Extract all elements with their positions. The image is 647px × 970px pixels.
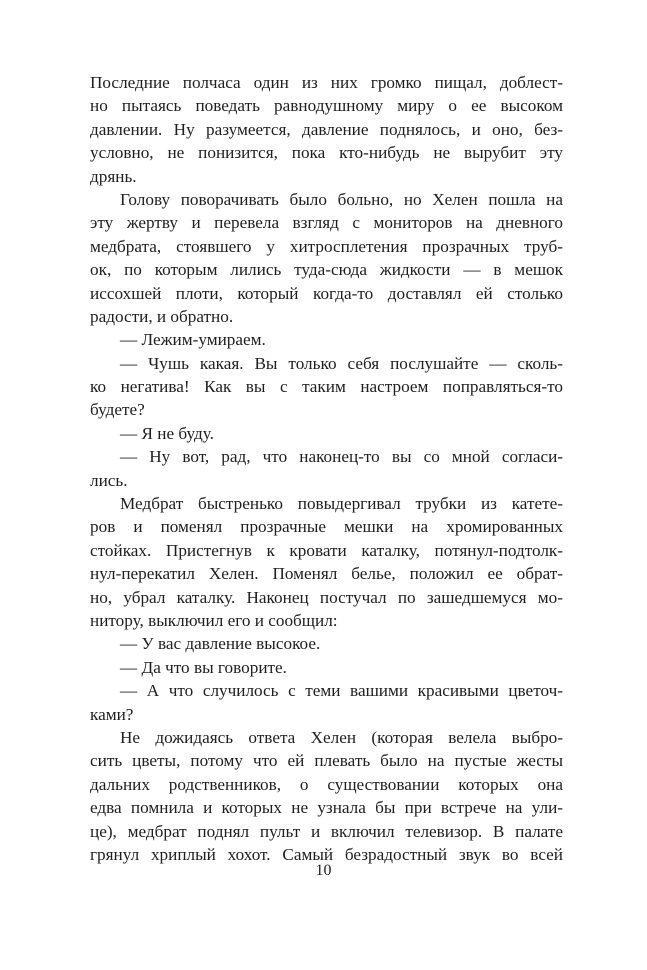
text-line: Голову поворачивать было больно, но Хелен пошла на	[120, 189, 563, 209]
text-line: нул-перекатил Хелен. Поменял белье, положил ее обрат-	[90, 564, 563, 584]
text-line: но пытаясь поведать равнодушному миру о ее высоком	[90, 96, 563, 116]
text-line: Не дожидаясь ответа Хелен (которая велела выбро-	[120, 727, 563, 747]
text-line: условно, не понизится, пока кто-нибудь не вырубит эту	[90, 143, 563, 163]
text-line: Последние полчаса один из них громко пищал, доблест-	[90, 73, 563, 92]
text-line: Медбрат быстренько повыдергивал трубки из катете-	[120, 494, 563, 514]
text-line: сить цветы, потому что ей плевать было на пустые жесты	[90, 751, 563, 771]
text-line: но, убрал каталку. Наконец постучал по зашедшемуся мо-	[90, 587, 563, 607]
text-line: ров и поменял прозрачные мешки на хромированных	[90, 517, 563, 537]
text-line: — Чушь какая. Вы только себя послушайте — сколь-	[120, 353, 563, 373]
text-line: радости, и обратно.	[90, 306, 234, 326]
text-line: будете?	[90, 400, 145, 420]
page-body	[90, 71, 563, 866]
text-line: — Ну вот, рад, что наконец-то вы со мной согласи-	[120, 447, 563, 467]
text-line: — У вас давление высокое.	[120, 634, 321, 654]
text-line: давлении. Ну разумеется, давление поднялось, и оно, без-	[90, 119, 563, 139]
text-line: нитору, выключил его и сообщил:	[90, 610, 338, 630]
text-line: лись.	[90, 470, 128, 490]
text-line: грянул хриплый хохот. Самый безрадостный звук во всей	[90, 844, 563, 864]
text-line: ко негатива! Как вы с таким настроем поправляться-то	[90, 377, 563, 397]
text-line: — Лежим-умираем.	[120, 330, 266, 350]
text-line: — Я не буду.	[120, 423, 214, 443]
text-line: ок, по которым лились туда-сюда жидкости — в мешок	[90, 260, 563, 280]
text-line: ками?	[90, 704, 134, 724]
text-line: стойках. Пристегнув к кровати каталку, потянул-подтолк-	[90, 540, 563, 560]
text-line: дальних родственников, о существовании которых она	[90, 774, 563, 794]
text-line: — Да что вы говорите.	[120, 657, 287, 677]
text-line: — А что случилось с теми вашими красивыми цветоч-	[120, 681, 563, 701]
text-line: це), медбрат поднял пульт и включил телевизор. В палате	[90, 821, 563, 841]
text-line: дрянь.	[90, 166, 137, 186]
text-line: едва помнила и которых не узнала бы при встрече на ули-	[90, 798, 563, 818]
text-line: иссохшей плоти, который когда-то доставлял ей столько	[90, 283, 563, 303]
page-number: 10	[315, 862, 332, 879]
text-line: эту жертву и перевела взгляд с мониторов на дневного	[90, 213, 563, 233]
text-line: медбрата, стоявшего у хитросплетения прозрачных труб-	[90, 236, 563, 256]
